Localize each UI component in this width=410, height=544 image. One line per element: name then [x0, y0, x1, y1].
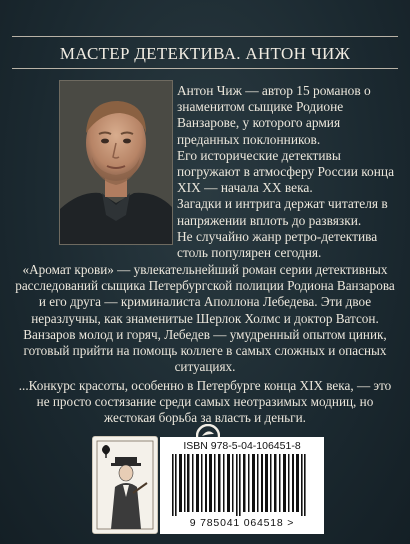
playing-card-icon [92, 436, 158, 534]
author-bio-paragraph: Антон Чиж — автор 15 романов о знаменитом сыщике Родионе Ванзарове, у которого армия преданных поклонников. [177, 83, 371, 147]
isbn-number: ISBN 978-5-04-106451-8 [183, 440, 301, 452]
top-rule [12, 36, 398, 37]
book-synopsis: «Аромат крови» — увлекательнейший роман серии детективных расследований сыщика Петербургской полиции Родиона Ванзарова и его друга — криминалиста Аполлона Лебедева. Эти двое неразлучны, как знаменитые Шерлок Холмс и доктор Ватсон. Ванзаров молод и горяч, Лебедев — умудренный опытом циник, готовый прийти на помощь коллеге в самых сложных и опасных ситуациях. [15, 262, 395, 375]
author-portrait-icon [60, 81, 172, 244]
series-title: МАСТЕР ДЕТЕКТИВА. АНТОН ЧИЖ [59, 44, 351, 63]
barcode-digits: 9 785041 064518 > [189, 517, 295, 529]
series-rule [12, 68, 398, 69]
barcode [160, 437, 324, 534]
author-bio-paragraph: Не случайно жанр ретро-детектива столь популярен сегодня. [177, 228, 378, 261]
author-bio-paragraph: Загадки и интрига держат читателя в напряжении вплоть до развязки. [177, 196, 388, 228]
author-bio [177, 83, 402, 261]
author-photo [59, 80, 173, 245]
book-quote: ...Конкурс красоты, особенно в Петербурге конца XIX века, — это не просто состязание среди самых неотразимых модниц, но жестокая борьба за власть и деньги. [18, 378, 392, 426]
author-bio-paragraph: Его исторические детективы погружают в атмосферу России конца XIX — начала XX века. [177, 147, 395, 196]
barcode-bars-icon [170, 454, 314, 516]
